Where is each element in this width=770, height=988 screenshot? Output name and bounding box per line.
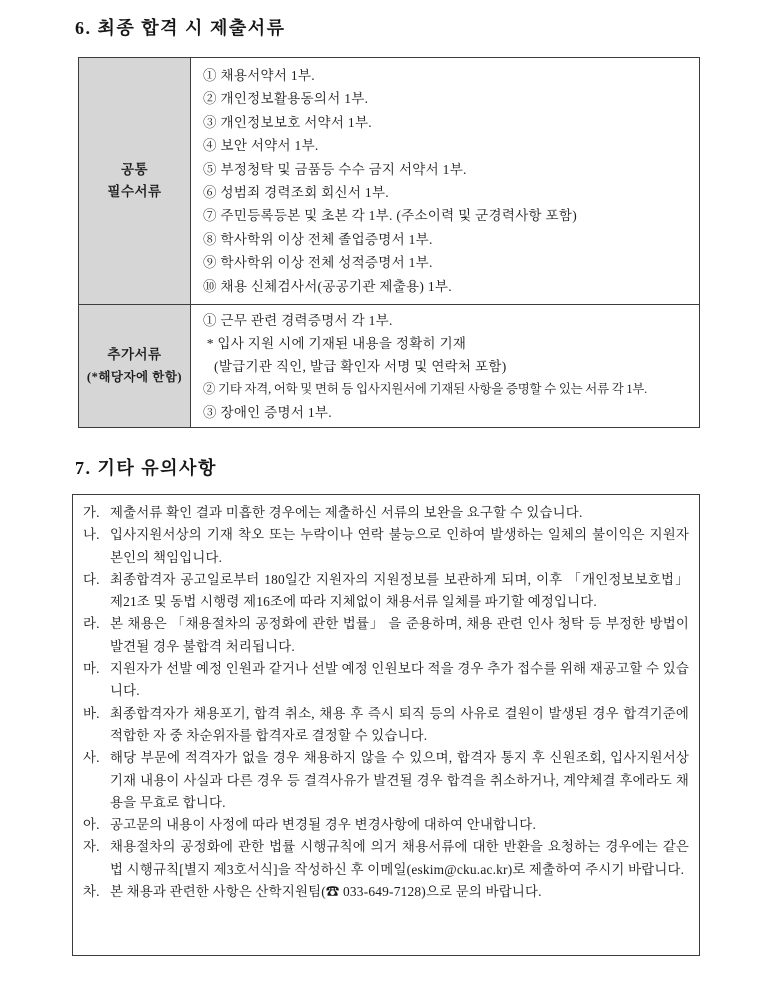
note-text: 공고문의 내용이 사정에 따라 변경될 경우 변경사항에 대하여 안내합니다. [110,817,536,833]
row-content-common-required [191,58,700,305]
document-item: * 입사 지원 시에 기재된 내용을 정확히 기재 [203,335,467,351]
note-text: 본 채용은 「채용절차의 공정화에 관한 법률」 을 준용하며, 채용 관련 인사 청탁 등 부정한 방법이 발견될 경우 불합격 처리됩니다. [110,616,689,654]
note-marker: 아. [83,817,100,833]
note-marker: 바. [83,705,100,721]
note-item [83,836,689,881]
note-text: 입사지원서상의 기재 착오 또는 누락이나 연락 불능으로 인하여 발생하는 일체의 불이익은 지원자 본인의 책임입니다. [110,527,689,565]
document-item: ② 기타 자격, 어학 및 면허 등 입사지원서에 기재된 사항을 증명할 수 있는 서류 각 1부. [203,381,648,396]
document-item: ④ 보안 서약서 1부. [203,138,319,154]
note-item [83,747,689,814]
table-row-common-required [79,58,700,305]
document-item: ③ 장애인 증명서 1부. [203,404,332,420]
document-item: (발급기관 직인, 발급 확인자 서명 및 연락처 포함) [203,358,507,374]
note-marker: 가. [83,505,100,520]
note-text: 최종합격자 공고일로부터 180일간 지원자의 지원정보를 보관하게 되며, 이후 「개인정보보호법」 제21조 및 동법 시행령 제16조에 따라 지체없이 채용서류 일체를 파기할 예정입니다. [110,571,689,610]
document-item: ① 채용서약서 1부. [203,67,315,83]
row-header-additional [79,305,191,428]
notes-box [72,494,700,956]
row-header-line: 추가서류 [107,347,162,362]
row-header-line: 공통 [120,162,149,177]
section6-title: 6. 최종 합격 시 제출서류 [75,18,286,38]
note-marker: 자. [83,839,100,855]
section7-title: 7. 기타 유의사항 [75,458,217,478]
note-item [83,703,689,748]
row-content-additional [191,305,700,428]
document-item: ① 근무 관련 경력증명서 각 1부. [203,312,393,328]
row-header-common-required [79,58,191,305]
document-item: ⑧ 학사학위 이상 전체 졸업증명서 1부. [203,231,433,247]
note-item [83,502,689,524]
document-item: ⑩ 채용 신체검사서(공공기관 제출용) 1부. [203,278,452,294]
note-item [83,658,689,703]
document-item: ⑨ 학사학위 이상 전체 성적증명서 1부. [203,255,433,271]
note-item [83,881,689,903]
note-item [83,569,689,614]
document-item: ⑦ 주민등록등본 및 초본 각 1부. (주소이력 및 군경력사항 포함) [203,208,578,224]
note-marker: 다. [83,571,100,587]
note-item [83,814,689,836]
note-text: 최종합격자가 채용포기, 합격 취소, 채용 후 즉시 퇴직 등의 사유로 결원이 발생된 경우 합격기준에 적합한 자 중 차순위자를 합격자로 결정할 수 있습니다. [110,705,689,743]
document-item: ⑤ 부정청탁 및 금품등 수수 금지 서약서 1부. [203,161,467,177]
note-marker: 나. [83,527,100,543]
document-item: ② 개인정보활용동의서 1부. [203,91,369,107]
document-item: ⑥ 성범죄 경력조회 회신서 1부. [203,185,389,200]
note-text: 제출서류 확인 결과 미흡한 경우에는 제출하신 서류의 보완을 요구할 수 있습니다. [110,505,583,520]
note-item [83,524,689,569]
submission-documents-table [78,57,700,428]
note-text: 해당 부문에 적격자가 없을 경우 채용하지 않을 수 있으며, 합격자 통지 후 신원조회, 입사지원서상 기재 내용이 사실과 다른 경우 등 결격사유가 발견될 경우 합격을 취소하거나, 계약체결 후에라도 채용을 무효로 합니다. [110,750,689,810]
note-text: 지원자가 선발 예정 인원과 같거나 선발 예정 인원보다 적을 경우 추가 접수를 위해 재공고할 수 있습니다. [110,661,689,699]
note-text: 본 채용과 관련한 사항은 산학지원팀(☎ 033-649-7128)으로 문의 바랍니다. [110,884,542,900]
note-item [83,613,689,658]
note-marker: 사. [83,750,100,766]
row-header-line: 필수서류 [107,184,162,199]
note-marker: 마. [83,661,100,677]
note-text: 채용절차의 공정화에 관한 법률 시행규칙에 의거 채용서류에 대한 반환을 요청하는 경우에는 같은 법 시행규칙[별지 제3호서식]을 작성하신 후 이메일(eskim@cku.ac.kr)로 제출하여 주시기 바랍니다. [110,839,689,877]
document-item: ③ 개인정보보호 서약서 1부. [203,114,372,130]
table-row-additional [79,305,700,428]
note-marker: 라. [83,616,100,632]
row-header-line: (*해당자에 한함) [86,370,183,384]
note-marker: 차. [83,884,100,900]
